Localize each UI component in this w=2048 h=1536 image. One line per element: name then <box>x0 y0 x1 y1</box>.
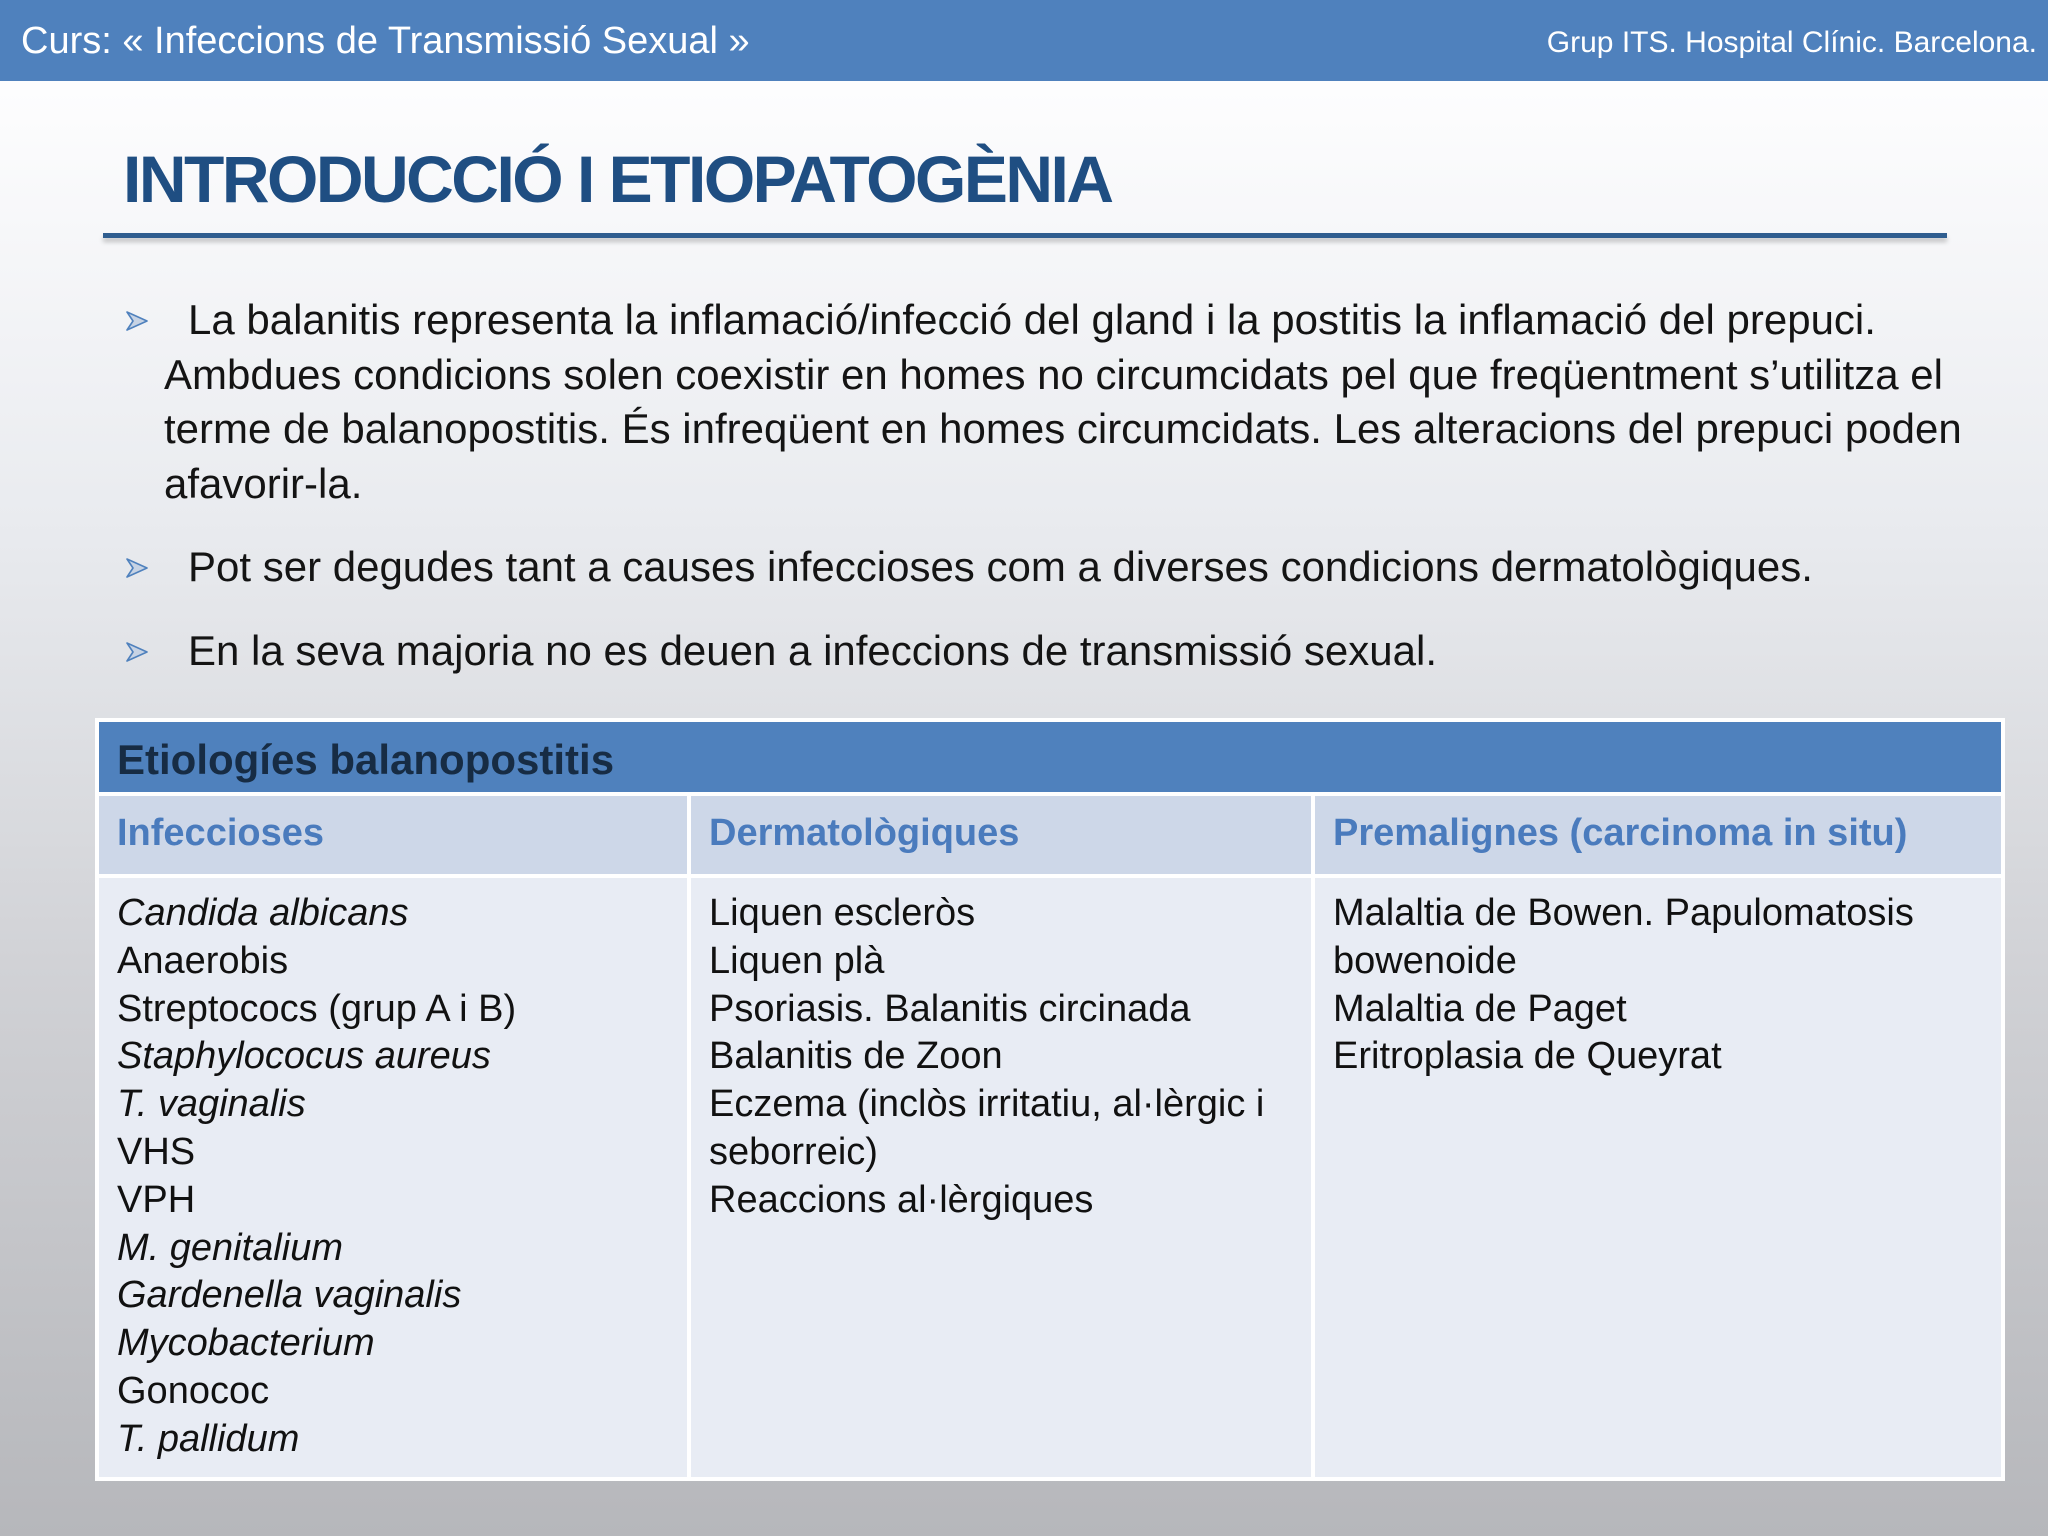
list-item: Gardenella vaginalis <box>117 1274 462 1317</box>
arrowhead-bullet-icon <box>125 640 149 664</box>
bullet-text: En la seva majoria no es deuen a infeccions de transmissió sexual. <box>188 626 1438 674</box>
bullet-text: Pot ser degudes tant a causes infeccioses com a diverses condicions dermatològiques. <box>188 543 1813 590</box>
list-item: Eczema (inclòs irritatiu, al·lèrgic i seborreic) <box>709 1083 1265 1173</box>
list-item: Balanitis de Zoon <box>709 1035 1003 1078</box>
list-item: T. pallidum <box>117 1417 300 1460</box>
premalignes-cell <box>1313 876 2003 1479</box>
etiology-table <box>95 718 2005 1481</box>
slide-title: INTRODUCCIÓ I ETIOPATOGÈNIA <box>123 142 1112 216</box>
list-item: Psoriasis. Balanitis circinada <box>709 987 1191 1030</box>
arrowhead-bullet-icon <box>125 556 149 580</box>
list-item: Streptococs (grup A i B) <box>117 987 517 1030</box>
premalignes-list <box>1333 890 1991 1081</box>
arrowhead-bullet-icon <box>125 309 149 333</box>
list-item: Staphylococus aureus <box>117 1035 491 1078</box>
infeccioses-cell <box>97 876 689 1479</box>
dermatologiques-list <box>709 890 1301 1225</box>
category-header-premalignes: Premalignes (carcinoma in situ) <box>1313 794 2003 876</box>
table-heading: Etiologíes balanopostitis <box>97 720 2003 794</box>
category-items-row <box>97 876 2003 1479</box>
table-heading-row <box>97 720 2003 794</box>
list-item: Anaerobis <box>117 939 289 982</box>
list-item: Liquen plà <box>709 939 885 982</box>
list-item: Mycobacterium <box>117 1322 375 1365</box>
infeccioses-list <box>117 890 677 1464</box>
list-item: Liquen escleròs <box>709 892 976 934</box>
list-item: Candida albicans <box>117 892 409 934</box>
list-item: M. genitalium <box>117 1226 343 1269</box>
bullet-item <box>125 540 1965 595</box>
bullet-item <box>125 624 1965 679</box>
list-item: Gonococ <box>117 1369 270 1412</box>
dermatologiques-cell <box>689 876 1313 1479</box>
category-header-dermatologiques: Dermatològiques <box>689 794 1313 876</box>
list-item: VPH <box>117 1178 196 1221</box>
list-item: Reaccions al·lèrgiques <box>709 1178 1094 1221</box>
list-item: Eritroplasia de Queyrat <box>1333 1035 1722 1078</box>
bullet-list <box>125 293 1965 678</box>
list-item: Malaltia de Bowen. Papulomatosis bowenoide <box>1333 892 1914 982</box>
header-bar <box>0 0 2048 81</box>
category-header-row <box>97 794 2003 876</box>
bullet-text: La balanitis representa la inflamació/infecció del gland i la postitis la inflamació del prepuci. Ambdues condicions solen coexistir en homes no circumcidats pel que freqüentment s’utilitza el terme de balanopostitis. És infreqüent en homes circumcidats. Les alteracions del prepuci poden afavorir-la. <box>164 296 1962 507</box>
title-divider <box>103 233 1947 238</box>
list-item: Malaltia de Paget <box>1333 987 1627 1030</box>
list-item: T. vaginalis <box>117 1083 306 1126</box>
course-title: Curs: « Infeccions de Transmissió Sexual » <box>21 20 750 62</box>
bullet-item <box>125 293 1965 511</box>
organization-name: Grup ITS. Hospital Clínic. Barcelona. <box>1546 26 2037 59</box>
category-header-infeccioses: Infeccioses <box>97 794 689 876</box>
list-item: VHS <box>117 1130 196 1173</box>
